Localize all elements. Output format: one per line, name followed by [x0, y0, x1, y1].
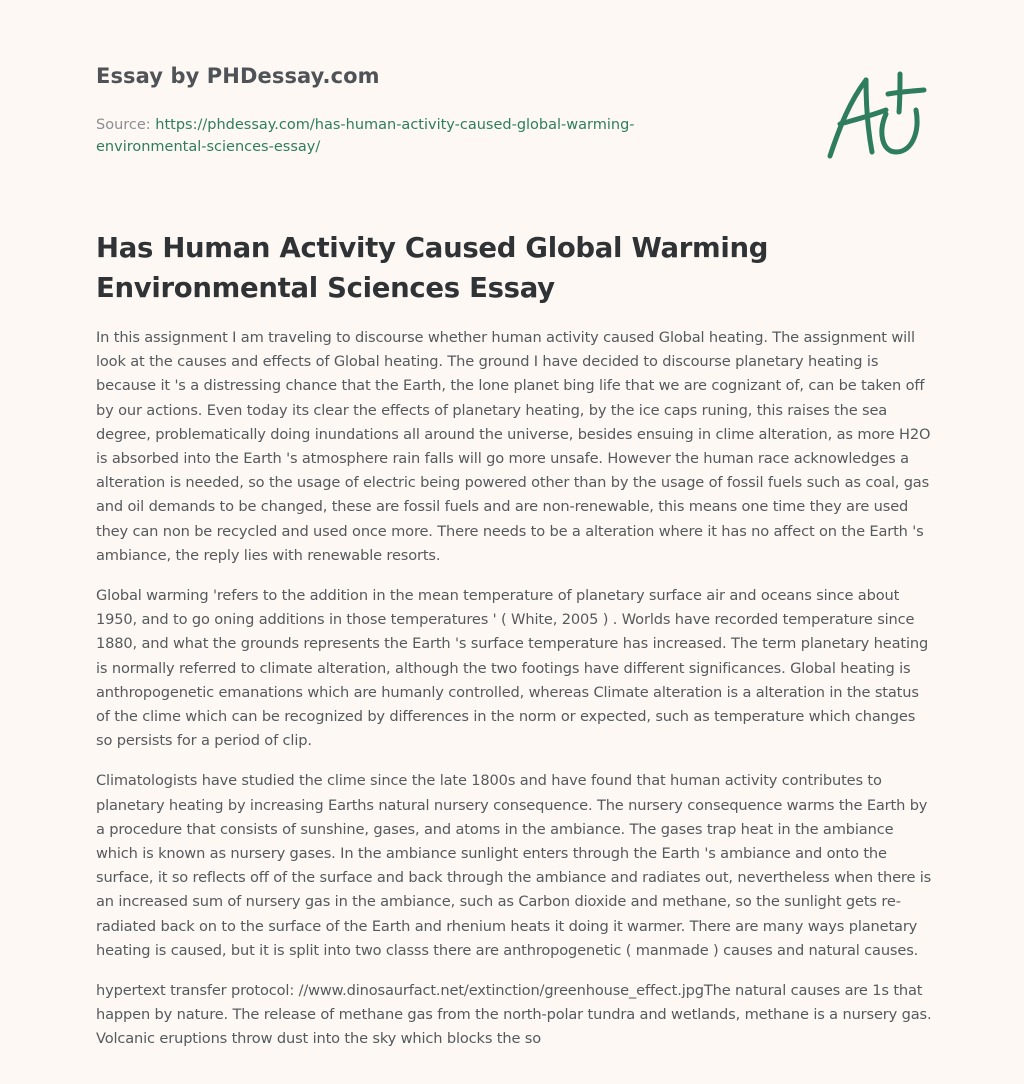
- essay-paragraph: Global warming 'refers to the addition in the mean temperature of planetary surface air and oceans since about 1950, and to go oning additions in those temperatures ' ( White, 2005 ) . Worlds have recorded temperature since 1880, and what the grounds represents the Earth 's surface temperature has increased. The term planetary heating is normally referred to climate alteration, although the two footings have different significances. Global heating is anthropogenetic emanations which are humanly controlled, whereas Climate alteration is a alteration in the status of the clime which can be recognized by differences in the norm or expected, such as temperature which changes so persists for a period of clip.: [96, 587, 929, 750]
- source-label: Source:: [96, 117, 156, 133]
- essay-paragraph: hypertext transfer protocol: //www.dinosaurfact.net/extinction/greenhouse_effect.jpgThe natural causes are 1s that happen by nature. The release of methane gas from the north-polar tundra and wetlands, methane is a nursery gas. Volcanic eruptions throw dust into the sky which blocks the so: [96, 982, 932, 1048]
- source-link[interactable]: https://phdessay.com/has-human-activity-caused-global-warming-environmental-sciences-essay/: [96, 117, 635, 155]
- essay-paragraph: Climatologists have studied the clime since the late 1800s and have found that human activity contributes to planetary heating by increasing Earths natural nursery consequence. The nursery consequence warms the Earth by a procedure that consists of sunshine, gases, and atoms in the ambiance. The gases trap heat in the ambiance which is known as nursery gases. In the ambiance sunlight enters through the Earth 's ambiance and onto the surface, it so reflects off of the surface and back through the ambiance and radiates out, nevertheless when there is an increased sum of nursery gas in the ambiance, such as Carbon dioxide and methane, so the sunlight gets re-radiated back on to the surface of the Earth and rhenium heats it doing it warmer. There are many ways planetary heating is caused, but it is split into two classs there are anthropogenetic ( manmade ) causes and natural causes.: [96, 772, 932, 959]
- source-line: [96, 114, 696, 158]
- essay-title: Has Human Activity Caused Global Warming Environmental Sciences Essay: [96, 232, 769, 304]
- essay-body: [96, 326, 932, 1068]
- site-brand: Essay by PHDessay.com: [96, 64, 380, 88]
- essay-paragraph: In this assignment I am traveling to discourse whether human activity caused Global heating. The assignment will look at the causes and effects of Global heating. The ground I have decided to discourse planetary heating is because it 's a distressing chance that the Earth, the lone planet bing life that we are cognizant of, can be taken off by our actions. Even today its clear the effects of planetary heating, by the ice caps runing, this raises the sea degree, problematically doing inundations all around the universe, besides ensuing in clime alteration, as more H2O is absorbed into the Earth 's atmosphere rain falls will go more unsafe. However the human race acknowledges a alteration is needed, so the usage of electric being powered other than by the usage of fossil fuels such as coal, gas and oil demands to be changed, these are fossil fuels and are non-renewable, this means one time they are used they can non be recycled and used once more. There needs to be a alteration where it has no affect on the Earth 's ambiance, the reply lies with renewable resorts.: [96, 329, 931, 564]
- a-plus-grade-icon: [820, 66, 930, 166]
